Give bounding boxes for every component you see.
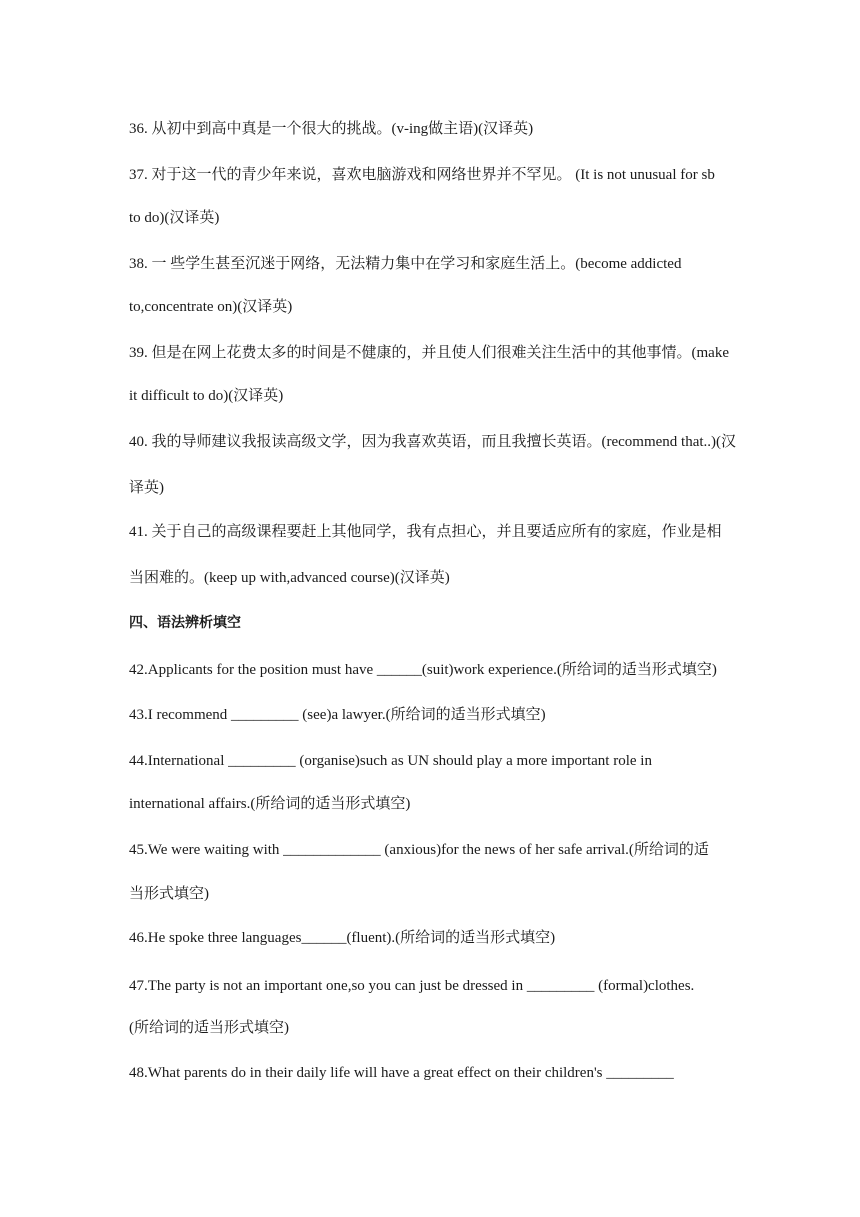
- text-line: 38. 一 些学生甚至沉迷于网络，无法精力集中在学习和家庭生活上。(become addicted: [129, 256, 682, 272]
- text-line: 46.He spoke three languages______(fluent).(所给词的适当形式填空): [129, 930, 556, 946]
- text-line: 当困难的。(keep up with,advanced course)(汉译英): [129, 570, 450, 586]
- text-line: to,concentrate on)(汉译英): [129, 299, 293, 315]
- text-line: 44.International _________ (organise)such as UN should play a more important role in: [129, 753, 652, 769]
- text-line: 43.I recommend _________ (see)a lawyer.(所给词的适当形式填空): [129, 707, 546, 723]
- section-heading: 四、语法辨析填空: [129, 615, 241, 631]
- text-line: 40. 我的导师建议我报读高级文学，因为我喜欢英语，而且我擅长英语。(recommend that..)(汉: [129, 434, 737, 450]
- text-line: 45.We were waiting with _____________ (anxious)for the news of her safe arrival.(所给词的适: [129, 842, 709, 858]
- text-line: to do)(汉译英): [129, 210, 220, 226]
- text-line: (所给词的适当形式填空): [129, 1020, 289, 1036]
- text-line: it difficult to do)(汉译英): [129, 388, 284, 404]
- text-line: 41. 关于自己的高级课程要赶上其他同学，我有点担心，并且要适应所有的家庭，作业是相: [129, 524, 722, 540]
- text-line: 47.The party is not an important one,so you can just be dressed in _________ (formal)clothes.: [129, 978, 695, 994]
- text-line: 39. 但是在网上花费太多的时间是不健康的，并且使人们很难关注生活中的其他事情。(make: [129, 345, 729, 361]
- text-line: 48.What parents do in their daily life will have a great effect on their children's _________: [129, 1065, 674, 1081]
- text-line: 42.Applicants for the position must have ______(suit)work experience.(所给词的适当形式填空): [129, 662, 717, 678]
- text-line: 译英): [129, 480, 164, 496]
- text-line: 36. 从初中到高中真是一个很大的挑战。(v-ing做主语)(汉译英): [129, 121, 534, 137]
- text-line: international affairs.(所给词的适当形式填空): [129, 796, 411, 812]
- text-line: 37. 对于这一代的青少年来说，喜欢电脑游戏和网络世界并不罕见。 (It is not unusual for sb: [129, 167, 715, 183]
- text-line: 当形式填空): [129, 886, 209, 902]
